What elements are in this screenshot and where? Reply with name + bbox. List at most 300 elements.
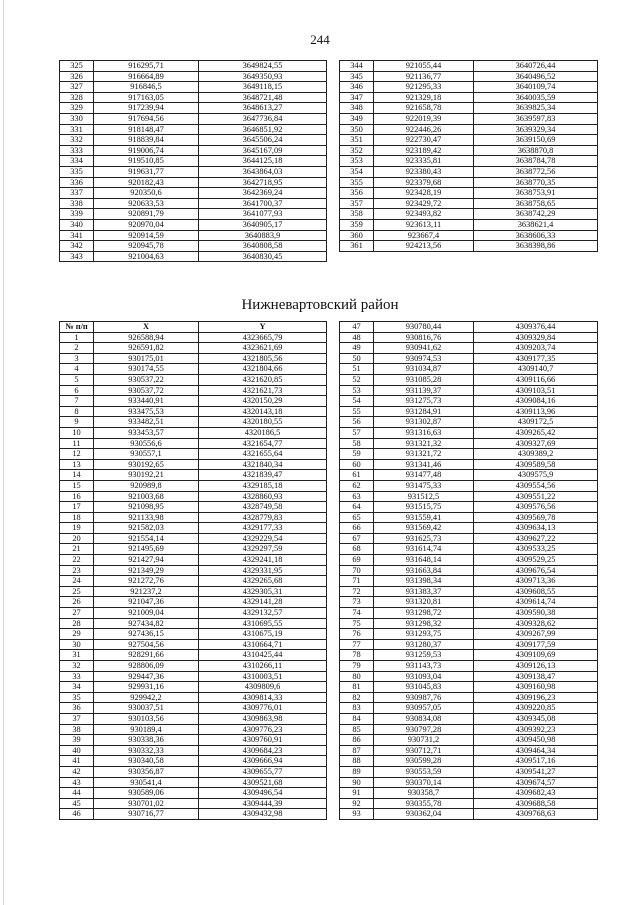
- cell-x: 927434,82: [94, 618, 199, 629]
- cell-number: 4: [60, 364, 94, 375]
- cell-number: 19: [60, 523, 94, 534]
- cell-y: 4309267,99: [474, 629, 598, 640]
- table-header-row: [60, 322, 327, 333]
- table-row: [340, 618, 598, 629]
- cell-y: 3638753,91: [474, 188, 598, 199]
- cell-number: 81: [340, 682, 374, 693]
- cell-x: 921237,2: [94, 586, 199, 597]
- cell-y: 4309684,23: [199, 745, 327, 756]
- cell-x: 930356,87: [94, 766, 199, 777]
- table-row: [60, 788, 327, 799]
- cell-x: 931293,75: [374, 629, 474, 640]
- cell-number: 69: [340, 555, 374, 566]
- cell-y: 4309345,08: [474, 713, 598, 724]
- table-row: [340, 219, 598, 230]
- cell-number: 67: [340, 533, 374, 544]
- table-row: [60, 230, 327, 241]
- cell-y: 4310695,55: [199, 618, 327, 629]
- table-row: [60, 502, 327, 513]
- cell-x: 931559,41: [374, 512, 474, 523]
- cell-y: 4309329,84: [474, 332, 598, 343]
- cell-number: 44: [60, 788, 94, 799]
- table-row: [340, 682, 598, 693]
- table-row: [340, 449, 598, 460]
- cell-number: 73: [340, 597, 374, 608]
- cell-y: 3638784,78: [474, 156, 598, 167]
- table-row: [60, 209, 327, 220]
- table-row: [340, 188, 598, 199]
- table-row: [340, 766, 598, 777]
- table-row: [340, 470, 598, 481]
- cell-x: 921055,44: [374, 61, 474, 72]
- cell-number: 344: [340, 61, 374, 72]
- table-row: [60, 745, 327, 756]
- table-row: [60, 777, 327, 788]
- table-row: [60, 156, 327, 167]
- cell-y: 3648613,27: [199, 103, 327, 114]
- cell-y: 4309776,23: [199, 724, 327, 735]
- table-row: [60, 61, 327, 72]
- cell-y: 3642718,95: [199, 177, 327, 188]
- cell-x: 923379,68: [374, 177, 474, 188]
- cell-number: 339: [60, 209, 94, 220]
- cell-y: 4309554,56: [474, 480, 598, 491]
- cell-x: 930712,71: [374, 745, 474, 756]
- cell-y: 4309389,2: [474, 449, 598, 460]
- cell-number: 20: [60, 533, 94, 544]
- table-row: [60, 332, 327, 343]
- cell-x: 923189,42: [374, 145, 474, 156]
- table-row: [60, 618, 327, 629]
- cell-x: 920945,78: [94, 241, 199, 252]
- cell-y: 4309464,34: [474, 745, 598, 756]
- table-row: [340, 364, 598, 375]
- cell-y: 4309589,58: [474, 459, 598, 470]
- cell-x: 931320,81: [374, 597, 474, 608]
- cell-y: 3638606,33: [474, 230, 598, 241]
- cell-number: 13: [60, 459, 94, 470]
- cell-y: 4328779,83: [199, 512, 327, 523]
- table-row: [60, 629, 327, 640]
- cell-number: 83: [340, 703, 374, 714]
- cell-number: 342: [60, 241, 94, 252]
- cell-x: 927436,15: [94, 629, 199, 640]
- cell-x: 921349,29: [94, 565, 199, 576]
- cell-number: 26: [60, 597, 94, 608]
- cell-y: 4321621,73: [199, 385, 327, 396]
- cell-y: 4309541,27: [474, 766, 598, 777]
- cell-x: 920989,8: [94, 480, 199, 491]
- cell-number: 78: [340, 650, 374, 661]
- cell-y: 3638398,86: [474, 241, 598, 252]
- cell-x: 931321,72: [374, 449, 474, 460]
- cell-y: 4309814,33: [199, 692, 327, 703]
- cell-x: 931139,37: [374, 385, 474, 396]
- cell-y: 3645506,24: [199, 135, 327, 146]
- table-row: [60, 713, 327, 724]
- cell-number: 360: [340, 230, 374, 241]
- cell-x: 931648,14: [374, 555, 474, 566]
- cell-x: 931259,53: [374, 650, 474, 661]
- cell-number: 327: [60, 82, 94, 93]
- cell-number: 335: [60, 166, 94, 177]
- cell-x: 930537,72: [94, 385, 199, 396]
- cell-y: 4309809,6: [199, 682, 327, 693]
- cell-number: 49: [340, 343, 374, 354]
- table-row: [60, 92, 327, 103]
- coordinates-table-bottom-right: [339, 321, 598, 820]
- cell-number: 35: [60, 692, 94, 703]
- cell-y: 4309521,68: [199, 777, 327, 788]
- cell-y: 4309177,59: [474, 639, 598, 650]
- cell-x: 927504,56: [94, 639, 199, 650]
- cell-x: 931316,63: [374, 427, 474, 438]
- cell-x: 931298,72: [374, 608, 474, 619]
- cell-x: 921047,36: [94, 597, 199, 608]
- table-row: [340, 777, 598, 788]
- cell-y: 3640109,74: [474, 82, 598, 93]
- cell-y: 4309666,94: [199, 756, 327, 767]
- cell-number: 65: [340, 512, 374, 523]
- cell-x: 919631,77: [94, 166, 199, 177]
- table-row: [340, 459, 598, 470]
- cell-x: 929447,36: [94, 671, 199, 682]
- table-row: [60, 798, 327, 809]
- table-row: [60, 523, 327, 534]
- cell-number: 76: [340, 629, 374, 640]
- cell-x: 931321,32: [374, 438, 474, 449]
- table-row: [60, 113, 327, 124]
- cell-number: 349: [340, 113, 374, 124]
- cell-number: 68: [340, 544, 374, 555]
- cell-x: 930731,2: [374, 735, 474, 746]
- cell-number: 5: [60, 374, 94, 385]
- cell-y: 4309109,69: [474, 650, 598, 661]
- cell-y: 4309655,77: [199, 766, 327, 777]
- cell-number: 90: [340, 777, 374, 788]
- cell-number: 30: [60, 639, 94, 650]
- cell-number: 2: [60, 343, 94, 354]
- cell-y: 4310003,51: [199, 671, 327, 682]
- coordinates-table-top-left: [59, 60, 327, 262]
- cell-x: 930103,56: [94, 713, 199, 724]
- region-title: Нижневартовский район: [241, 297, 399, 313]
- cell-y: 4309432,98: [199, 809, 327, 820]
- cell-x: 930175,01: [94, 353, 199, 364]
- cell-number: 6: [60, 385, 94, 396]
- cell-number: 34: [60, 682, 94, 693]
- cell-x: 928291,66: [94, 650, 199, 661]
- table-row: [340, 523, 598, 534]
- cell-x: 931275,73: [374, 396, 474, 407]
- cell-x: 924213,56: [374, 241, 474, 252]
- table-row: [340, 135, 598, 146]
- cell-y: 4329177,33: [199, 523, 327, 534]
- table-row: [60, 766, 327, 777]
- cell-number: 3: [60, 353, 94, 364]
- cell-x: 931298,32: [374, 618, 474, 629]
- cell-x: 930541,4: [94, 777, 199, 788]
- table-row: [60, 735, 327, 746]
- cell-y: 4309576,56: [474, 502, 598, 513]
- cell-x: 930797,28: [374, 724, 474, 735]
- table-row: [340, 406, 598, 417]
- cell-x: 917163,05: [94, 92, 199, 103]
- cell-y: 4329141,28: [199, 597, 327, 608]
- table-row: [60, 427, 327, 438]
- table-row: [340, 724, 598, 735]
- cell-number: 43: [60, 777, 94, 788]
- table-row: [340, 480, 598, 491]
- cell-x: 916846,5: [94, 82, 199, 93]
- cell-number: 93: [340, 809, 374, 820]
- table-row: [60, 555, 327, 566]
- table-row: [60, 544, 327, 555]
- cell-number: 54: [340, 396, 374, 407]
- cell-x: 926588,94: [94, 332, 199, 343]
- table-row: [60, 145, 327, 156]
- cell-y: 4309760,91: [199, 735, 327, 746]
- cell-number: 8: [60, 406, 94, 417]
- cell-y: 4309496,54: [199, 788, 327, 799]
- cell-number: 40: [60, 745, 94, 756]
- cell-x: 921295,33: [374, 82, 474, 93]
- table-row: [60, 809, 327, 820]
- cell-number: 337: [60, 188, 94, 199]
- cell-number: 57: [340, 427, 374, 438]
- cell-y: 3644125,18: [199, 156, 327, 167]
- cell-number: 46: [60, 809, 94, 820]
- cell-number: 92: [340, 798, 374, 809]
- cell-x: 930834,08: [374, 713, 474, 724]
- cell-x: 930037,51: [94, 703, 199, 714]
- table-row: [340, 491, 598, 502]
- table-row: [60, 639, 327, 650]
- cell-number: 84: [340, 713, 374, 724]
- cell-y: 4321839,47: [199, 470, 327, 481]
- cell-x: 922019,39: [374, 113, 474, 124]
- table-row: [340, 533, 598, 544]
- cell-y: 4309551,22: [474, 491, 598, 502]
- cell-number: 24: [60, 576, 94, 587]
- cell-y: 4309138,47: [474, 671, 598, 682]
- coordinates-table-top-right: [339, 60, 598, 252]
- cell-number: 60: [340, 459, 374, 470]
- page-number: 244: [310, 32, 330, 47]
- cell-y: 3640496,52: [474, 71, 598, 82]
- cell-number: 77: [340, 639, 374, 650]
- table-row: [60, 533, 327, 544]
- cell-x: 933453,57: [94, 427, 199, 438]
- cell-x: 919510,85: [94, 156, 199, 167]
- cell-y: 3641700,37: [199, 198, 327, 209]
- cell-number: 331: [60, 124, 94, 135]
- cell-y: 4309768,63: [474, 809, 598, 820]
- cell-number: 14: [60, 470, 94, 481]
- cell-x: 916664,89: [94, 71, 199, 82]
- cell-x: 930987,76: [374, 692, 474, 703]
- cell-number: 9: [60, 417, 94, 428]
- cell-y: 4309676,54: [474, 565, 598, 576]
- cell-x: 930780,44: [374, 322, 474, 333]
- cell-x: 930340,58: [94, 756, 199, 767]
- cell-number: 28: [60, 618, 94, 629]
- cell-number: 70: [340, 565, 374, 576]
- cell-y: 4309392,23: [474, 724, 598, 735]
- cell-number: 63: [340, 491, 374, 502]
- table-row: [340, 374, 598, 385]
- table-row: [340, 166, 598, 177]
- cell-y: 3638770,35: [474, 177, 598, 188]
- table-row: [60, 661, 327, 672]
- table-row: [60, 512, 327, 523]
- cell-y: 4310675,19: [199, 629, 327, 640]
- cell-number: 333: [60, 145, 94, 156]
- cell-x: 931284,91: [374, 406, 474, 417]
- cell-number: 361: [340, 241, 374, 252]
- table-row: [60, 756, 327, 767]
- table-row: [340, 396, 598, 407]
- cell-x: 930589,06: [94, 788, 199, 799]
- cell-y: 3638621,4: [474, 219, 598, 230]
- cell-y: 4309863,98: [199, 713, 327, 724]
- cell-x: 920891,79: [94, 209, 199, 220]
- cell-y: 3638742,29: [474, 209, 598, 220]
- cell-y: 4321620,85: [199, 374, 327, 385]
- cell-x: 930701,02: [94, 798, 199, 809]
- cell-x: 931383,37: [374, 586, 474, 597]
- cell-y: 4320180,55: [199, 417, 327, 428]
- cell-number: 39: [60, 735, 94, 746]
- table-row: [60, 586, 327, 597]
- cell-y: 4323621,69: [199, 343, 327, 354]
- cell-x: 931045,83: [374, 682, 474, 693]
- cell-y: 4329185,18: [199, 480, 327, 491]
- table-row: [60, 251, 327, 262]
- cell-y: 4323665,79: [199, 332, 327, 343]
- cell-y: 4309614,74: [474, 597, 598, 608]
- cell-y: 4321654,77: [199, 438, 327, 449]
- table-row: [340, 650, 598, 661]
- cell-x: 930370,14: [374, 777, 474, 788]
- cell-number: 326: [60, 71, 94, 82]
- cell-number: 329: [60, 103, 94, 114]
- cell-y: 4328860,93: [199, 491, 327, 502]
- cell-number: 58: [340, 438, 374, 449]
- cell-y: 4309688,58: [474, 798, 598, 809]
- cell-number: 325: [60, 61, 94, 72]
- cell-y: 3639825,34: [474, 103, 598, 114]
- cell-number: 22: [60, 555, 94, 566]
- cell-x: 931341,46: [374, 459, 474, 470]
- table-row: [340, 103, 598, 114]
- cell-x: 920182,43: [94, 177, 199, 188]
- cell-x: 933475,53: [94, 406, 199, 417]
- cell-number: 343: [60, 251, 94, 262]
- cell-x: 921658,78: [374, 103, 474, 114]
- cell-y: 4309608,55: [474, 586, 598, 597]
- cell-y: 4309575,9: [474, 470, 598, 481]
- table-row: [340, 177, 598, 188]
- table-row: [60, 198, 327, 209]
- cell-y: 4329265,68: [199, 576, 327, 587]
- cell-x: 931663,84: [374, 565, 474, 576]
- table-row: [60, 135, 327, 146]
- cell-number: 37: [60, 713, 94, 724]
- cell-x: 921582,03: [94, 523, 199, 534]
- cell-x: 930974,53: [374, 353, 474, 364]
- cell-y: 3639329,34: [474, 124, 598, 135]
- cell-y: 3639597,83: [474, 113, 598, 124]
- table-row: [60, 438, 327, 449]
- cell-number: 10: [60, 427, 94, 438]
- cell-number: 7: [60, 396, 94, 407]
- table-row: [60, 188, 327, 199]
- cell-number: 75: [340, 618, 374, 629]
- cell-number: 29: [60, 629, 94, 640]
- cell-y: 4309196,23: [474, 692, 598, 703]
- cell-y: 3638758,65: [474, 198, 598, 209]
- table-row: [60, 724, 327, 735]
- cell-x: 930716,77: [94, 809, 199, 820]
- cell-y: 4309126,13: [474, 661, 598, 672]
- cell-number: 17: [60, 502, 94, 513]
- cell-y: 4329132,57: [199, 608, 327, 619]
- cell-number: 33: [60, 671, 94, 682]
- table-row: [340, 71, 598, 82]
- cell-number: 21: [60, 544, 94, 555]
- cell-x: 933440,91: [94, 396, 199, 407]
- cell-number: 356: [340, 188, 374, 199]
- cell-y: 4309265,42: [474, 427, 598, 438]
- cell-x: 921098,95: [94, 502, 199, 513]
- cell-number: 18: [60, 512, 94, 523]
- table-row: [60, 374, 327, 385]
- cell-number: 15: [60, 480, 94, 491]
- cell-number: 74: [340, 608, 374, 619]
- cell-number: 328: [60, 92, 94, 103]
- cell-number: 59: [340, 449, 374, 460]
- table-row: [60, 241, 327, 252]
- table-row: [60, 71, 327, 82]
- table-row: [340, 113, 598, 124]
- cell-y: 4309203,74: [474, 343, 598, 354]
- table-row: [60, 597, 327, 608]
- cell-x: 930362,04: [374, 809, 474, 820]
- cell-x: 923493,82: [374, 209, 474, 220]
- cell-y: 4329297,59: [199, 544, 327, 555]
- cell-number: 345: [340, 71, 374, 82]
- cell-x: 921329,18: [374, 92, 474, 103]
- cell-y: 4309177,35: [474, 353, 598, 364]
- table-row: [340, 756, 598, 767]
- cell-number: 25: [60, 586, 94, 597]
- table-row: [60, 459, 327, 470]
- table-row: [340, 241, 598, 252]
- cell-y: 4309569,78: [474, 512, 598, 523]
- cell-number: 36: [60, 703, 94, 714]
- cell-number: 330: [60, 113, 94, 124]
- cell-x: 919006,74: [94, 145, 199, 156]
- cell-x: 933482,51: [94, 417, 199, 428]
- cell-y: 3638772,56: [474, 166, 598, 177]
- cell-y: 3645167,09: [199, 145, 327, 156]
- header-y: Y: [199, 322, 327, 333]
- cell-x: 920970,04: [94, 219, 199, 230]
- cell-y: 3638870,8: [474, 145, 598, 156]
- cell-y: 3646851,92: [199, 124, 327, 135]
- cell-x: 930338,36: [94, 735, 199, 746]
